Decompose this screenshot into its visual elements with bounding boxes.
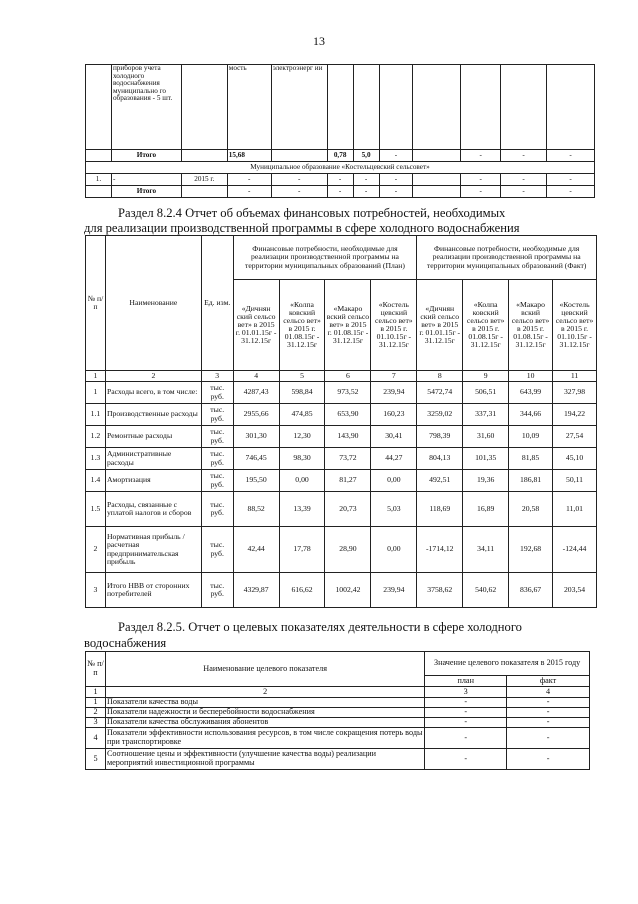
row-value: 4287,43 (233, 382, 279, 404)
row-fact: - (507, 749, 590, 770)
row-number: 3 (86, 573, 106, 608)
table-row (86, 448, 597, 470)
row-plan: - (425, 698, 507, 708)
itogo-v2: 5,0 (353, 150, 379, 162)
header-unit: Ед. изм. (201, 236, 233, 371)
dash: - (547, 174, 595, 186)
col-number: 3 (201, 371, 233, 382)
row-unit: тыс. руб. (201, 404, 233, 426)
dash: - (271, 174, 327, 186)
dash: - (353, 174, 379, 186)
row-value: 160,23 (371, 404, 417, 426)
table-row (86, 492, 597, 527)
row-year: 2015 г. (181, 174, 227, 186)
row-value: 42,44 (233, 527, 279, 573)
row-value: 0,00 (371, 527, 417, 573)
target-column-numbers (86, 687, 590, 698)
row-unit: тыс. руб. (201, 527, 233, 573)
row-value: 506,51 (463, 382, 509, 404)
table-row (86, 749, 590, 770)
dash: - (353, 186, 379, 198)
row-number: 1 (86, 382, 106, 404)
municipality-row: Муниципальное образование «Костельцевский сельсовет» (86, 162, 595, 174)
row-value: 88,52 (233, 492, 279, 527)
itogo-v1: 0,78 (327, 150, 353, 162)
itogo-total: 15,68 (227, 150, 271, 162)
row-value: 301,30 (233, 426, 279, 448)
row-unit: тыс. руб. (201, 426, 233, 448)
col-number: 4 (507, 687, 590, 698)
sub-header: «Макаро вский сельсо вет» в 2015 г. 01.08.15г - 31.12.15г (509, 280, 553, 371)
row-name: Показатели надежности и бесперебойности водоснабжения (105, 708, 424, 718)
row-value: 186,81 (509, 470, 553, 492)
itogo-label: Итого (111, 186, 181, 198)
row-unit: тыс. руб. (201, 492, 233, 527)
row-unit: тыс. руб. (201, 448, 233, 470)
row-number: 1.1 (86, 404, 106, 426)
dash: - (501, 174, 547, 186)
row-plan: - (425, 708, 507, 718)
dash: - (461, 150, 501, 162)
row-value: 836,67 (509, 573, 553, 608)
row-value: 3259,02 (417, 404, 463, 426)
col-number: 11 (553, 371, 597, 382)
row-number: 1.5 (86, 492, 106, 527)
row-name: Соотношение цены и эффективности (улучшение качества воды) реализации мероприятий инвестиционной программы (105, 749, 424, 770)
row-value: 30,41 (371, 426, 417, 448)
sub-header: «Колпа ковский сельсо вет» в 2015 г. 01.08.15г - 31.12.15г (279, 280, 325, 371)
row-value: -1714,12 (417, 527, 463, 573)
dash: - (547, 186, 595, 198)
row-value: 492,51 (417, 470, 463, 492)
row-number: 5 (86, 749, 106, 770)
row-name: Административные расходы (105, 448, 201, 470)
row-number: 4 (86, 728, 106, 749)
row-name: Показатели качества обслуживания абонентов (105, 718, 424, 728)
row-number: 1.3 (86, 448, 106, 470)
row-value: 45,10 (553, 448, 597, 470)
row-number: 3 (86, 718, 106, 728)
target-header-num: № п/п (86, 652, 106, 687)
row-value: 13,39 (279, 492, 325, 527)
table-row (86, 470, 597, 492)
row-value: 20,73 (325, 492, 371, 527)
row-unit: тыс. руб. (201, 470, 233, 492)
row-value: 474,85 (279, 404, 325, 426)
row-name: Нормативная прибыль / расчетная предпринимательская прибыль (105, 527, 201, 573)
col-number: 1 (86, 371, 106, 382)
table-row (86, 382, 597, 404)
row-value: 20,58 (509, 492, 553, 527)
row-value: -124,44 (553, 527, 597, 573)
row-number: 1.2 (86, 426, 106, 448)
row-fact: - (507, 708, 590, 718)
row-number: 1.4 (86, 470, 106, 492)
row-number: 2 (86, 527, 106, 573)
row-value: 16,89 (463, 492, 509, 527)
row-value: 203,54 (553, 573, 597, 608)
sub-header: «Костель цевский сельсо вет» в 2015 г. 01.10.15г - 31.12.15г (371, 280, 417, 371)
row-value: 337,31 (463, 404, 509, 426)
row-fact: - (507, 718, 590, 728)
row-value: 598,84 (279, 382, 325, 404)
row-value: 973,52 (325, 382, 371, 404)
row-fact: - (507, 728, 590, 749)
cont-row-c4: мость (227, 65, 271, 150)
row-value: 5472,74 (417, 382, 463, 404)
row-unit: тыс. руб. (201, 382, 233, 404)
row-value: 101,35 (463, 448, 509, 470)
row-value: 344,66 (509, 404, 553, 426)
row-value: 643,99 (509, 382, 553, 404)
row-name: Расходы, связанные с уплатой налогов и сборов (105, 492, 201, 527)
row-value: 73,72 (325, 448, 371, 470)
dash: - (379, 150, 413, 162)
column-numbers-row (86, 371, 597, 382)
row-name: Амортизация (105, 470, 201, 492)
header-num: № п/п (86, 236, 106, 371)
row-value: 746,45 (233, 448, 279, 470)
top-table (85, 64, 595, 198)
section-824-title-line2: для реализации производственной программы в сфере холодного водоснабжения (84, 221, 520, 235)
row-value: 98,30 (279, 448, 325, 470)
row-value: 616,62 (279, 573, 325, 608)
data-row-1 (86, 174, 595, 186)
row-value: 4329,87 (233, 573, 279, 608)
row-value: 27,54 (553, 426, 597, 448)
sub-header: «Колпа ковский сельсо вет» в 2015 г. 01.08.15г - 31.12.15г (463, 280, 509, 371)
dash: - (379, 174, 413, 186)
col-number: 10 (509, 371, 553, 382)
row-name: Итого НВВ от сторонних потребителей (105, 573, 201, 608)
row-name: Ремонтные расходы (105, 426, 201, 448)
col-number: 7 (371, 371, 417, 382)
col-number: 8 (417, 371, 463, 382)
table-row (86, 426, 597, 448)
itogo-label: Итого (111, 150, 181, 162)
dash: - (501, 150, 547, 162)
row-plan: - (425, 728, 507, 749)
row-fact: - (507, 698, 590, 708)
row-value: 195,50 (233, 470, 279, 492)
col-number: 6 (325, 371, 371, 382)
row-name: Показатели качества воды (105, 698, 424, 708)
table-row (86, 527, 597, 573)
cont-row-name: приборов учета холодного водоснабжения муниципально го образования - 5 шт. (111, 65, 181, 150)
col-number: 2 (105, 371, 201, 382)
section-825-title-line1: Раздел 8.2.5. Отчет о целевых показателях деятельности в сфере холодного (118, 620, 522, 634)
target-header-value: Значение целевого показателя в 2015 году (425, 652, 590, 676)
row-value: 10,09 (509, 426, 553, 448)
target-header-fact: факт (507, 676, 590, 687)
row-value: 798,39 (417, 426, 463, 448)
row-value: 5,03 (371, 492, 417, 527)
row-value: 804,13 (417, 448, 463, 470)
row-unit: тыс. руб. (201, 573, 233, 608)
sub-header: «Макаро вский сельсо вет» в 2015 г. 01.08.15г - 31.12.15г (325, 280, 371, 371)
dash: - (327, 174, 353, 186)
row-value: 50,11 (553, 470, 597, 492)
table-row (86, 708, 590, 718)
dash: - (227, 174, 271, 186)
row-value: 3758,62 (417, 573, 463, 608)
sub-header: «Дичнян ский сельсо вет» в 2015 г. 01.01.15г - 31.12.15г (233, 280, 279, 371)
row-number: 2 (86, 708, 106, 718)
row-value: 239,94 (371, 573, 417, 608)
dash: - (379, 186, 413, 198)
table-row (86, 573, 597, 608)
row-value: 31,60 (463, 426, 509, 448)
target-header-plan: план (425, 676, 507, 687)
row-name: Расходы всего, в том числе: (105, 382, 201, 404)
row-value: 653,90 (325, 404, 371, 426)
row-value: 0,00 (371, 470, 417, 492)
row-value: 540,62 (463, 573, 509, 608)
row-value: 327,98 (553, 382, 597, 404)
row-value: 143,90 (325, 426, 371, 448)
row-value: 11,01 (553, 492, 597, 527)
row-value: 17,78 (279, 527, 325, 573)
sub-header: «Дичнян ский сельсо вет» в 2015 г. 01.01.15г - 31.12.15г (417, 280, 463, 371)
row-value: 34,11 (463, 527, 509, 573)
row-plan: - (425, 718, 507, 728)
dash: - (461, 186, 501, 198)
col-number: 9 (463, 371, 509, 382)
row-value: 118,69 (417, 492, 463, 527)
row-value: 12,30 (279, 426, 325, 448)
section-825-title-line2: водоснабжения (84, 636, 167, 650)
target-indicators-table (85, 651, 590, 770)
row-name: Производственные расходы (105, 404, 201, 426)
row-value: 1002,42 (325, 573, 371, 608)
cont-row-c5: электроэнерг ии (271, 65, 327, 150)
row-value: 81,27 (325, 470, 371, 492)
dash: - (547, 150, 595, 162)
table-row (86, 718, 590, 728)
row-number: 1 (86, 698, 106, 708)
table-row (86, 728, 590, 749)
row-value: 194,22 (553, 404, 597, 426)
row-value: 192,68 (509, 527, 553, 573)
row-name: - (111, 174, 181, 186)
section-824-title-line1: Раздел 8.2.4 Отчет об объемах финансовых потребностей, необходимых (118, 206, 506, 220)
header-name: Наименование (105, 236, 201, 371)
row-number: 1. (86, 174, 112, 186)
page-number: 13 (313, 34, 325, 48)
dash: - (227, 186, 271, 198)
dash: - (501, 186, 547, 198)
table-row (86, 698, 590, 708)
header-plan: Финансовые потребности, необходимые для реализации производственной программы на территории муниципальных образований (План) (233, 236, 417, 280)
itogo-row-1 (86, 150, 595, 162)
col-number: 2 (105, 687, 424, 698)
itogo-row-2 (86, 186, 595, 198)
col-number: 3 (425, 687, 507, 698)
financial-needs-table (85, 235, 597, 608)
row-value: 19,36 (463, 470, 509, 492)
dash: - (327, 186, 353, 198)
col-number: 4 (233, 371, 279, 382)
row-value: 2955,66 (233, 404, 279, 426)
table-row (86, 404, 597, 426)
row-value: 28,90 (325, 527, 371, 573)
row-value: 239,94 (371, 382, 417, 404)
row-value: 0,00 (279, 470, 325, 492)
col-number: 5 (279, 371, 325, 382)
row-plan: - (425, 749, 507, 770)
row-name: Показатели эффективности использования ресурсов, в том числе сокращения потерь воды при транспортировке (105, 728, 424, 749)
target-header-name: Наименование целевого показателя (105, 652, 424, 687)
row-value: 44,27 (371, 448, 417, 470)
col-number: 1 (86, 687, 106, 698)
dash: - (461, 174, 501, 186)
row-value: 81,85 (509, 448, 553, 470)
dash: - (271, 186, 327, 198)
sub-header: «Костель цевский сельсо вет» в 2015 г. 01.10.15г - 31.12.15г (553, 280, 597, 371)
header-fact: Финансовые потребности, необходимые для реализации производственной программы на территории муниципальных образований (Факт) (417, 236, 597, 280)
